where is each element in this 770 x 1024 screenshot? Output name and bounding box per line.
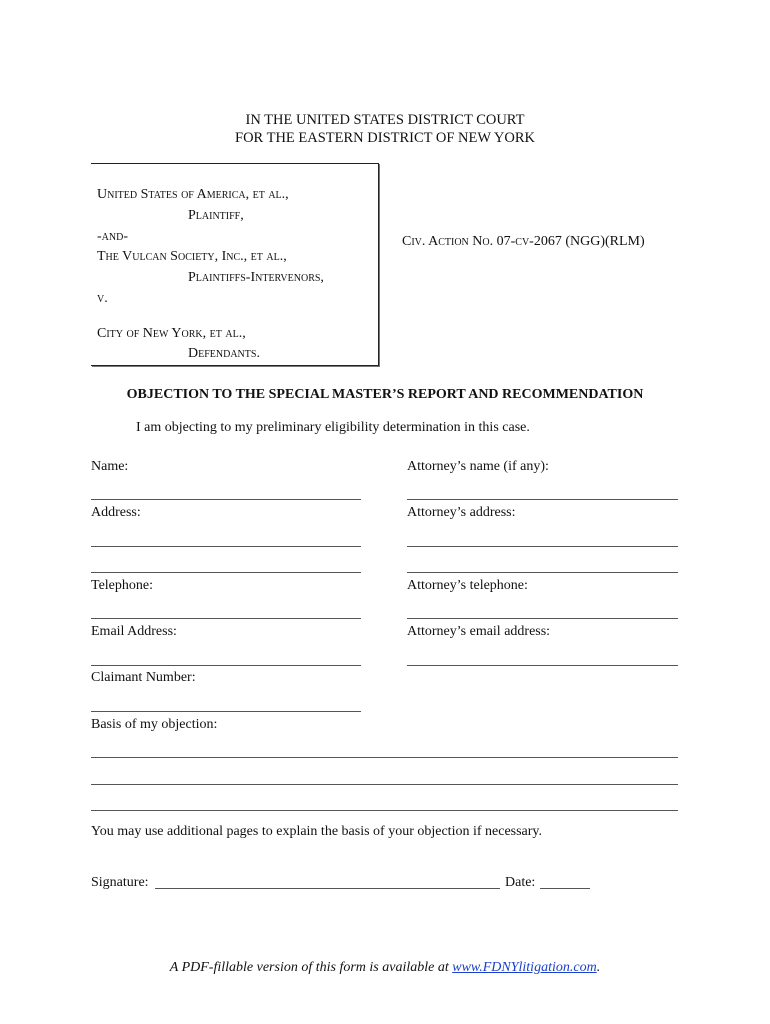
claimant-number-label: Claimant Number: <box>91 670 196 685</box>
attorney-telephone-label: Attorney’s telephone: <box>407 578 528 593</box>
court-name-line2: FOR THE EASTERN DISTRICT OF NEW YORK <box>235 130 535 146</box>
party-defendants-role: Defendants. <box>188 346 260 361</box>
party-intervenors-role: Plaintiffs-Intervenors, <box>188 270 324 285</box>
address-field-line-2[interactable] <box>91 572 361 573</box>
attorney-address-field-line-2[interactable] <box>407 572 678 573</box>
name-field-line[interactable] <box>91 499 361 500</box>
additional-pages-note: You may use additional pages to explain the basis of your objection if necessary. <box>91 824 543 839</box>
form-title: OBJECTION TO THE SPECIAL MASTER’S REPORT AND RECOMMENDATION <box>126 387 644 402</box>
date-field-line[interactable] <box>540 888 590 889</box>
telephone-label: Telephone: <box>91 578 153 593</box>
attorney-email-label: Attorney’s email address: <box>407 624 551 639</box>
address-field-line-1[interactable] <box>91 546 361 547</box>
and-separator: -and- <box>97 229 128 244</box>
attorney-name-label: Attorney’s name (if any): <box>407 459 549 474</box>
attorney-address-label: Attorney’s address: <box>407 505 516 520</box>
attorney-name-field-line[interactable] <box>407 499 678 500</box>
basis-field-line-3[interactable] <box>91 810 678 811</box>
case-number: Civ. Action No. 07-cv-2067 (NGG)(RLM) <box>402 234 645 249</box>
versus-label: v. <box>97 291 108 306</box>
court-name-line1: IN THE UNITED STATES DISTRICT COURT <box>245 112 525 128</box>
attorney-address-field-line-1[interactable] <box>407 546 678 547</box>
fdny-litigation-link[interactable]: www.FDNYlitigation.com <box>452 960 597 975</box>
date-label: Date: <box>505 875 536 890</box>
party-united-states: United States of America, et al., <box>97 187 289 202</box>
signature-label: Signature: <box>91 875 149 890</box>
email-label: Email Address: <box>91 624 177 639</box>
footer-prefix: A PDF-fillable version of this form is available at <box>169 960 453 975</box>
name-label: Name: <box>91 459 129 474</box>
attorney-telephone-field-line[interactable] <box>407 618 678 619</box>
party-city-of-new-york: City of New York, et al., <box>97 326 246 341</box>
intro-statement: I am objecting to my preliminary eligibility determination in this case. <box>136 420 530 435</box>
address-label: Address: <box>91 505 141 520</box>
party-plaintiff-role: Plaintiff, <box>188 208 244 223</box>
telephone-field-line[interactable] <box>91 618 361 619</box>
basis-label: Basis of my objection: <box>91 717 218 732</box>
signature-field-line[interactable] <box>155 888 500 889</box>
pdf-availability-note <box>0 960 770 976</box>
basis-field-line-2[interactable] <box>91 784 678 785</box>
basis-field-line-1[interactable] <box>91 757 678 758</box>
party-vulcan-society: The Vulcan Society, Inc., et al., <box>97 249 287 264</box>
attorney-email-field-line[interactable] <box>407 665 678 666</box>
email-field-line[interactable] <box>91 665 361 666</box>
claimant-number-field-line[interactable] <box>91 711 361 712</box>
footer-suffix: . <box>596 960 601 975</box>
